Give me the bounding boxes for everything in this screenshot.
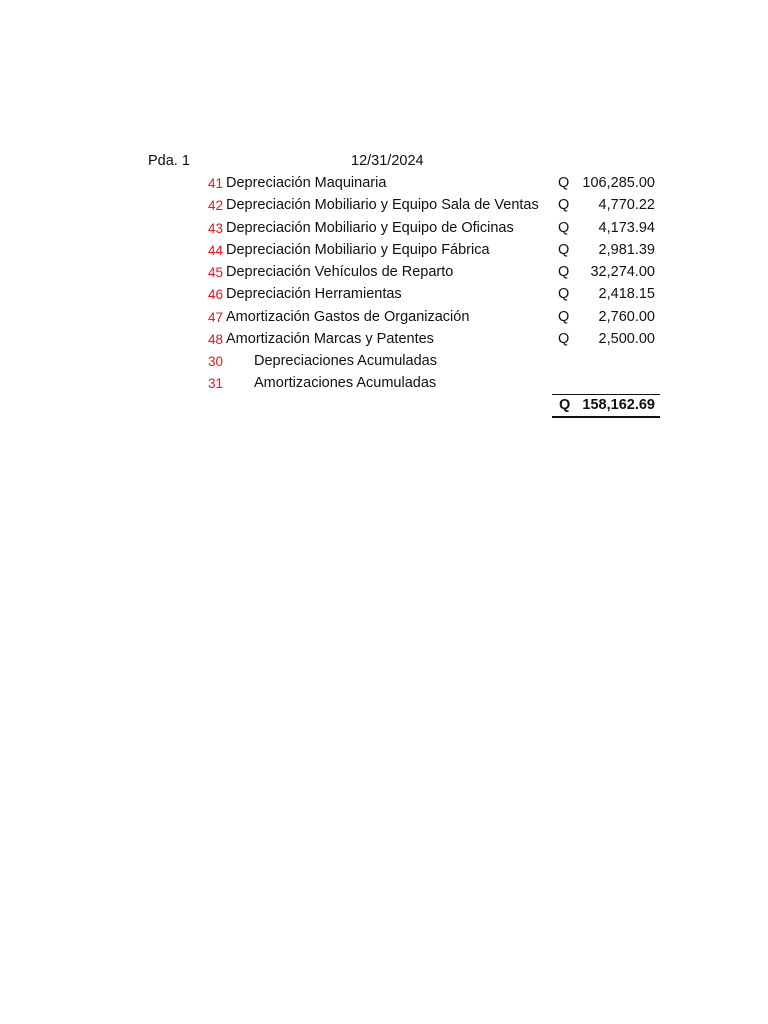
debit-row (0, 175, 768, 197)
currency-symbol: Q (558, 331, 570, 347)
account-name: Depreciación Mobiliario y Equipo de Oficinas (226, 220, 514, 236)
account-name: Depreciaciones Acumuladas (254, 353, 437, 369)
account-name: Depreciación Herramientas (226, 286, 402, 302)
debit-row (0, 264, 768, 286)
debit-amount: 106,285.00 (582, 175, 655, 191)
account-code: 46 (208, 287, 224, 302)
debit-amount: 4,173.94 (598, 220, 655, 236)
debit-row (0, 220, 768, 242)
total-currency-symbol: Q (559, 397, 571, 413)
entry-number: Pda. 1 (148, 153, 190, 169)
account-code: 30 (208, 354, 224, 369)
account-name: Amortización Marcas y Patentes (226, 331, 434, 347)
currency-symbol: Q (558, 264, 570, 280)
debit-amount: 2,500.00 (598, 331, 655, 347)
account-code: 45 (208, 265, 224, 280)
debit-amount: 2,760.00 (598, 309, 655, 325)
debit-amount: 2,981.39 (598, 242, 655, 258)
debit-amount: 4,770.22 (598, 197, 655, 213)
entry-date: 12/31/2024 (351, 153, 424, 169)
account-code: 42 (208, 198, 224, 213)
account-code: 48 (208, 332, 224, 347)
account-code: 31 (208, 376, 224, 391)
currency-symbol: Q (558, 175, 570, 191)
debit-amount: 32,274.00 (590, 264, 655, 280)
currency-symbol: Q (558, 197, 570, 213)
account-code: 43 (208, 221, 224, 236)
currency-symbol: Q (558, 242, 570, 258)
account-name: Amortización Gastos de Organización (226, 309, 470, 325)
account-code: 41 (208, 176, 224, 191)
currency-symbol: Q (558, 220, 570, 236)
debit-row (0, 331, 768, 353)
currency-symbol: Q (558, 286, 570, 302)
debit-row (0, 197, 768, 219)
total-amount: 158,162.69 (582, 397, 655, 413)
account-name: Amortizaciones Acumuladas (254, 375, 437, 391)
debit-amount: 2,418.15 (598, 286, 655, 302)
debit-row (0, 242, 768, 264)
account-name: Depreciación Mobiliario y Equipo Fábrica (226, 242, 490, 258)
account-name: Depreciación Mobiliario y Equipo Sala de Ventas (226, 197, 539, 213)
credit-row (0, 353, 768, 375)
account-code: 44 (208, 243, 224, 258)
account-name: Depreciación Vehículos de Reparto (226, 264, 454, 280)
debit-row (0, 309, 768, 331)
account-code: 47 (208, 310, 224, 325)
debit-row (0, 286, 768, 308)
total-row (552, 394, 660, 418)
currency-symbol: Q (558, 309, 570, 325)
account-name: Depreciación Maquinaria (226, 175, 387, 191)
